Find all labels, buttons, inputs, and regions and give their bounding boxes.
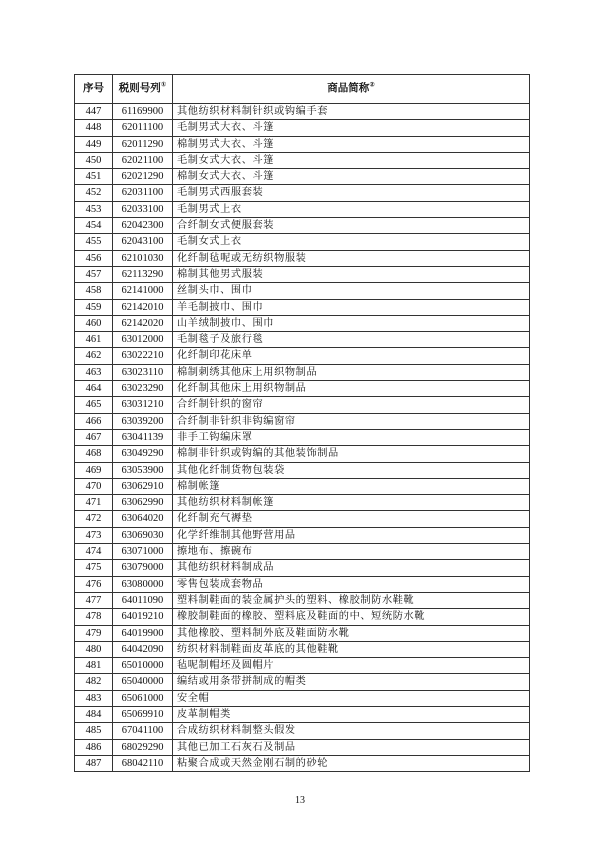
row-tariff-code: 64019210: [113, 609, 173, 625]
row-tariff-code: 63064020: [113, 511, 173, 527]
table-row: [75, 413, 530, 429]
row-serial-number: 474: [75, 544, 113, 560]
row-product-name: 合纤制非针织非钩编窗帘: [173, 413, 530, 429]
row-product-name: 塑料制鞋面的装金属护头的塑料、橡胶制防水鞋靴: [173, 592, 530, 608]
row-tariff-code: 63031210: [113, 397, 173, 413]
table-row: [75, 625, 530, 641]
row-product-name: 其他纺织材料制成品: [173, 560, 530, 576]
page-number: 13: [295, 795, 305, 806]
table-row: [75, 218, 530, 234]
row-serial-number: 469: [75, 462, 113, 478]
row-product-name: 化纤制印花床单: [173, 348, 530, 364]
table-row: [75, 560, 530, 576]
row-serial-number: 464: [75, 381, 113, 397]
header-product-name-label: 商品简称: [327, 82, 370, 95]
row-product-name: 棉制其他男式服装: [173, 266, 530, 282]
table-row: [75, 739, 530, 755]
row-serial-number: 478: [75, 609, 113, 625]
row-product-name: 羊毛制披巾、围巾: [173, 299, 530, 315]
row-serial-number: 483: [75, 690, 113, 706]
row-product-name: 化纤制充气褥垫: [173, 511, 530, 527]
table-row: [75, 429, 530, 445]
row-tariff-code: 65040000: [113, 674, 173, 690]
table-row: [75, 185, 530, 201]
row-serial-number: 455: [75, 234, 113, 250]
row-serial-number: 484: [75, 706, 113, 722]
header-tariff-code-footnote: ①: [160, 80, 167, 89]
table-header-row: [75, 75, 530, 104]
table-row: [75, 299, 530, 315]
header-product-name: [173, 75, 530, 104]
row-tariff-code: 62011100: [113, 120, 173, 136]
row-tariff-code: 67041100: [113, 723, 173, 739]
row-product-name: 零售包装成套物品: [173, 576, 530, 592]
row-tariff-code: 61169900: [113, 104, 173, 120]
row-serial-number: 467: [75, 429, 113, 445]
row-product-name: 粘聚合成或天然金刚石制的砂轮: [173, 755, 530, 771]
table-row: [75, 462, 530, 478]
table-row: [75, 104, 530, 120]
table-row: [75, 250, 530, 266]
table-row: [75, 120, 530, 136]
row-serial-number: 449: [75, 136, 113, 152]
row-tariff-code: 62141000: [113, 283, 173, 299]
row-product-name: 其他已加工石灰石及制品: [173, 739, 530, 755]
row-serial-number: 453: [75, 201, 113, 217]
row-product-name: 丝制头巾、围巾: [173, 283, 530, 299]
table-row: [75, 348, 530, 364]
header-tariff-code-label: 税则号列: [118, 82, 161, 95]
table-row: [75, 690, 530, 706]
table-row: [75, 592, 530, 608]
table-row: [75, 169, 530, 185]
table-row: [75, 152, 530, 168]
row-product-name: 编结或用条带拼制成的帽类: [173, 674, 530, 690]
table-row: [75, 511, 530, 527]
row-serial-number: 450: [75, 152, 113, 168]
table-row: [75, 755, 530, 771]
row-product-name: 其他橡胶、塑料制外底及鞋面防水靴: [173, 625, 530, 641]
row-product-name: 合纤制女式便服套装: [173, 218, 530, 234]
row-tariff-code: 62031100: [113, 185, 173, 201]
table-row: [75, 266, 530, 282]
row-product-name: 其他化纤制货物包装袋: [173, 462, 530, 478]
row-tariff-code: 63023290: [113, 381, 173, 397]
row-serial-number: 471: [75, 495, 113, 511]
row-tariff-code: 63039200: [113, 413, 173, 429]
row-tariff-code: 64011090: [113, 592, 173, 608]
table-row: [75, 723, 530, 739]
row-tariff-code: 65069910: [113, 706, 173, 722]
row-product-name: 棉制女式大衣、斗篷: [173, 169, 530, 185]
row-product-name: 橡胶制鞋面的橡胶、塑料底及鞋面的中、短统防水靴: [173, 609, 530, 625]
row-serial-number: 454: [75, 218, 113, 234]
row-serial-number: 473: [75, 527, 113, 543]
row-tariff-code: 62021290: [113, 169, 173, 185]
row-serial-number: 452: [75, 185, 113, 201]
row-serial-number: 472: [75, 511, 113, 527]
row-serial-number: 479: [75, 625, 113, 641]
row-product-name: 毛制男式西服套装: [173, 185, 530, 201]
table-row: [75, 658, 530, 674]
tariff-table: [74, 74, 530, 772]
row-product-name: 毛制女式大衣、斗篷: [173, 152, 530, 168]
row-product-name: 其他纺织材料制针织或钩编手套: [173, 104, 530, 120]
table-row: [75, 527, 530, 543]
row-tariff-code: 63062990: [113, 495, 173, 511]
table-row: [75, 706, 530, 722]
row-product-name: 其他纺织材料制帐篷: [173, 495, 530, 511]
row-product-name: 毛制女式上衣: [173, 234, 530, 250]
table-row: [75, 381, 530, 397]
table-row: [75, 478, 530, 494]
row-product-name: 合成纺织材料制整头假发: [173, 723, 530, 739]
row-tariff-code: 64019900: [113, 625, 173, 641]
row-serial-number: 457: [75, 266, 113, 282]
row-tariff-code: 63023110: [113, 364, 173, 380]
row-product-name: 山羊绒制披巾、围巾: [173, 315, 530, 331]
row-tariff-code: 62142020: [113, 315, 173, 331]
row-serial-number: 485: [75, 723, 113, 739]
row-serial-number: 462: [75, 348, 113, 364]
table-row: [75, 609, 530, 625]
row-product-name: 棉制刺绣其他床上用织物制品: [173, 364, 530, 380]
row-product-name: 皮革制帽类: [173, 706, 530, 722]
row-tariff-code: 64042090: [113, 641, 173, 657]
table-row: [75, 495, 530, 511]
row-tariff-code: 62033100: [113, 201, 173, 217]
table-row: [75, 397, 530, 413]
row-tariff-code: 68029290: [113, 739, 173, 755]
table-row: [75, 201, 530, 217]
row-tariff-code: 65061000: [113, 690, 173, 706]
row-tariff-code: 63080000: [113, 576, 173, 592]
table-row: [75, 283, 530, 299]
row-serial-number: 466: [75, 413, 113, 429]
row-product-name: 擦地布、擦碗布: [173, 544, 530, 560]
row-product-name: 毡呢制帽坯及圆帽片: [173, 658, 530, 674]
row-tariff-code: 62101030: [113, 250, 173, 266]
row-serial-number: 476: [75, 576, 113, 592]
row-tariff-code: 63069030: [113, 527, 173, 543]
row-serial-number: 458: [75, 283, 113, 299]
row-tariff-code: 62042300: [113, 218, 173, 234]
row-product-name: 毛制男式上衣: [173, 201, 530, 217]
row-tariff-code: 62011290: [113, 136, 173, 152]
row-tariff-code: 63079000: [113, 560, 173, 576]
row-tariff-code: 68042110: [113, 755, 173, 771]
row-serial-number: 463: [75, 364, 113, 380]
row-serial-number: 447: [75, 104, 113, 120]
row-serial-number: 487: [75, 755, 113, 771]
table-row: [75, 446, 530, 462]
row-serial-number: 468: [75, 446, 113, 462]
table-row: [75, 136, 530, 152]
row-product-name: 合纤制针织的窗帘: [173, 397, 530, 413]
row-tariff-code: 63071000: [113, 544, 173, 560]
row-tariff-code: 63053900: [113, 462, 173, 478]
row-serial-number: 448: [75, 120, 113, 136]
header-serial-number: 序号: [75, 75, 113, 104]
row-serial-number: 465: [75, 397, 113, 413]
row-product-name: 毛制毯子及旅行毯: [173, 332, 530, 348]
table-row: [75, 332, 530, 348]
row-serial-number: 481: [75, 658, 113, 674]
row-tariff-code: 62043100: [113, 234, 173, 250]
table-row: [75, 544, 530, 560]
row-product-name: 安全帽: [173, 690, 530, 706]
table-row: [75, 315, 530, 331]
row-tariff-code: 63022210: [113, 348, 173, 364]
row-serial-number: 482: [75, 674, 113, 690]
header-tariff-code: [113, 75, 173, 104]
row-product-name: 化纤制其他床上用织物制品: [173, 381, 530, 397]
row-tariff-code: 62113290: [113, 266, 173, 282]
row-tariff-code: 63049290: [113, 446, 173, 462]
row-product-name: 纺织材料制鞋面皮革底的其他鞋靴: [173, 641, 530, 657]
row-serial-number: 460: [75, 315, 113, 331]
table-row: [75, 234, 530, 250]
row-product-name: 毛制男式大衣、斗篷: [173, 120, 530, 136]
table-row: [75, 641, 530, 657]
row-serial-number: 480: [75, 641, 113, 657]
row-serial-number: 470: [75, 478, 113, 494]
row-tariff-code: 63041139: [113, 429, 173, 445]
row-serial-number: 456: [75, 250, 113, 266]
row-serial-number: 486: [75, 739, 113, 755]
row-product-name: 化学纤维制其他野营用品: [173, 527, 530, 543]
row-product-name: 棉制男式大衣、斗篷: [173, 136, 530, 152]
row-serial-number: 477: [75, 592, 113, 608]
table-body: [75, 104, 530, 772]
row-tariff-code: 65010000: [113, 658, 173, 674]
row-product-name: 棉制非针织或钩编的其他装饰制品: [173, 446, 530, 462]
table-row: [75, 364, 530, 380]
row-tariff-code: 62142010: [113, 299, 173, 315]
header-product-name-footnote: ②: [369, 80, 375, 89]
row-serial-number: 451: [75, 169, 113, 185]
row-serial-number: 459: [75, 299, 113, 315]
row-serial-number: 475: [75, 560, 113, 576]
table-row: [75, 576, 530, 592]
table-row: [75, 674, 530, 690]
row-tariff-code: 63012000: [113, 332, 173, 348]
row-serial-number: 461: [75, 332, 113, 348]
row-product-name: 化纤制毡呢或无纺织物服装: [173, 250, 530, 266]
row-product-name: 非手工钩编床罩: [173, 429, 530, 445]
row-tariff-code: 63062910: [113, 478, 173, 494]
row-tariff-code: 62021100: [113, 152, 173, 168]
row-product-name: 棉制帐篷: [173, 478, 530, 494]
